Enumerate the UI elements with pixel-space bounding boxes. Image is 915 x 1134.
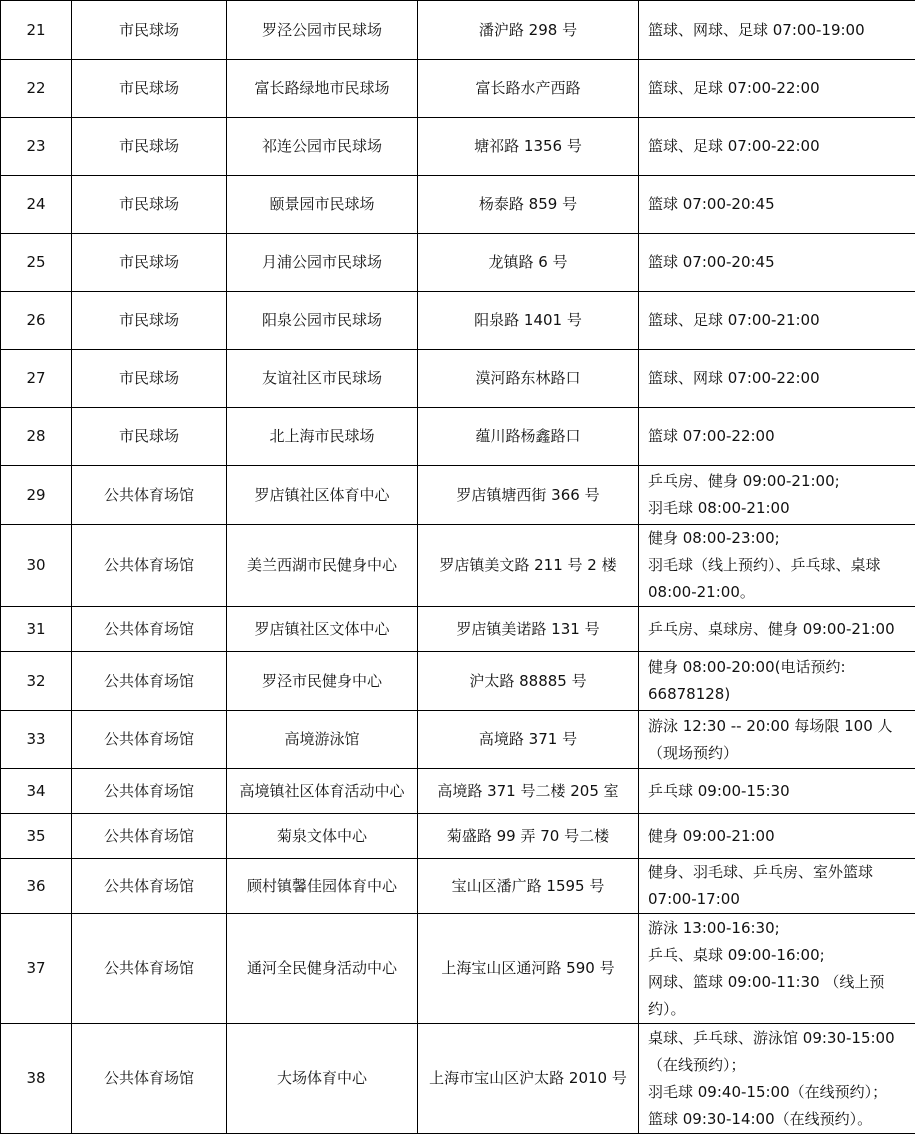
venue-type-cell: 公共体育场馆: [72, 1024, 227, 1134]
hours-cell: [639, 176, 915, 234]
venue-name-cell: 通河全民健身活动中心: [227, 914, 418, 1024]
hours-line: 游泳 13:00-16:30;: [648, 915, 909, 942]
venue-name-cell: 富长路绿地市民球场: [227, 60, 418, 118]
row-number-cell: 23: [1, 118, 72, 176]
hours-line: 健身、羽毛球、乒乓房、室外篮球: [648, 859, 909, 886]
row-number-cell: 32: [1, 652, 72, 711]
venue-type-cell: 市民球场: [72, 234, 227, 292]
row-number-cell: 36: [1, 859, 72, 914]
table-row: [1, 408, 915, 466]
table-row: [1, 60, 915, 118]
venue-name-cell: 顾村镇馨佳园体育中心: [227, 859, 418, 914]
hours-cell: [639, 292, 915, 350]
address-cell: 宝山区潘广路 1595 号: [418, 859, 639, 914]
hours-line: 健身 08:00-23:00;: [648, 525, 909, 552]
hours-cell: [639, 859, 915, 914]
hours-line: 篮球、足球 07:00-21:00: [648, 307, 909, 334]
hours-line: 游泳 12:30 -- 20:00 每场限 100 人: [648, 713, 909, 740]
table-row: [1, 652, 915, 711]
hours-line: 羽毛球 08:00-21:00: [648, 495, 909, 522]
table-row: [1, 466, 915, 525]
row-number-cell: 29: [1, 466, 72, 525]
hours-line: 66878128): [648, 681, 909, 708]
table-row: [1, 711, 915, 769]
table-row: [1, 234, 915, 292]
venue-type-cell: 公共体育场馆: [72, 466, 227, 525]
table-row: [1, 1024, 915, 1134]
hours-line: 乒乓、桌球 09:00-16:00;: [648, 942, 909, 969]
address-cell: 沪太路 88885 号: [418, 652, 639, 711]
hours-cell: [639, 60, 915, 118]
venue-name-cell: 北上海市民球场: [227, 408, 418, 466]
address-cell: 蕴川路杨鑫路口: [418, 408, 639, 466]
venue-name-cell: 祁连公园市民球场: [227, 118, 418, 176]
table-row: [1, 350, 915, 408]
table-row: [1, 118, 915, 176]
address-cell: 塘祁路 1356 号: [418, 118, 639, 176]
row-number-cell: 31: [1, 607, 72, 652]
venue-type-cell: 公共体育场馆: [72, 711, 227, 769]
venue-type-cell: 市民球场: [72, 118, 227, 176]
venue-type-cell: 公共体育场馆: [72, 814, 227, 859]
row-number-cell: 27: [1, 350, 72, 408]
hours-line: 07:00-17:00: [648, 886, 909, 913]
address-cell: 菊盛路 99 弄 70 号二楼: [418, 814, 639, 859]
table-row: [1, 769, 915, 814]
address-cell: 上海宝山区通河路 590 号: [418, 914, 639, 1024]
address-cell: 罗店镇美诺路 131 号: [418, 607, 639, 652]
address-cell: 高境路 371 号: [418, 711, 639, 769]
venue-type-cell: 市民球场: [72, 408, 227, 466]
hours-line: 篮球、网球 07:00-22:00: [648, 365, 909, 392]
hours-cell: [639, 914, 915, 1024]
venue-type-cell: 市民球场: [72, 1, 227, 60]
address-cell: 阳泉路 1401 号: [418, 292, 639, 350]
row-number-cell: 34: [1, 769, 72, 814]
venue-name-cell: 菊泉文体中心: [227, 814, 418, 859]
hours-cell: [639, 350, 915, 408]
venue-type-cell: 市民球场: [72, 60, 227, 118]
hours-line: 篮球、足球 07:00-22:00: [648, 75, 909, 102]
hours-line: 乒乓房、健身 09:00-21:00;: [648, 468, 909, 495]
hours-cell: [639, 652, 915, 711]
hours-line: 网球、篮球 09:00-11:30 （线上预: [648, 969, 909, 996]
hours-line: 08:00-21:00。: [648, 579, 909, 606]
hours-line: 羽毛球（线上预约）、乒乓球、桌球: [648, 552, 909, 579]
hours-cell: [639, 525, 915, 607]
hours-line: 乒乓球 09:00-15:30: [648, 778, 909, 805]
row-number-cell: 25: [1, 234, 72, 292]
hours-line: 桌球、乒乓球、游泳馆 09:30-15:00: [648, 1025, 909, 1052]
table-row: [1, 859, 915, 914]
venue-name-cell: 月浦公园市民球场: [227, 234, 418, 292]
venue-name-cell: 罗泾公园市民球场: [227, 1, 418, 60]
hours-line: （在线预约）；: [648, 1052, 909, 1079]
hours-line: 篮球 07:00-20:45: [648, 191, 909, 218]
venue-table-body: [1, 1, 915, 1134]
hours-line: 健身 09:00-21:00: [648, 823, 909, 850]
hours-cell: [639, 814, 915, 859]
hours-cell: [639, 1, 915, 60]
hours-cell: [639, 607, 915, 652]
hours-cell: [639, 466, 915, 525]
row-number-cell: 33: [1, 711, 72, 769]
hours-line: 篮球、足球 07:00-22:00: [648, 133, 909, 160]
hours-line: 健身 08:00-20:00(电话预约:: [648, 654, 909, 681]
venue-name-cell: 大场体育中心: [227, 1024, 418, 1134]
row-number-cell: 21: [1, 1, 72, 60]
venue-name-cell: 友谊社区市民球场: [227, 350, 418, 408]
row-number-cell: 28: [1, 408, 72, 466]
hours-line: （现场预约）: [648, 740, 909, 767]
table-row: [1, 914, 915, 1024]
table-row: [1, 525, 915, 607]
hours-line: 篮球 09:30-14:00（在线预约）。: [648, 1106, 909, 1133]
address-cell: 潘沪路 298 号: [418, 1, 639, 60]
venue-type-cell: 公共体育场馆: [72, 914, 227, 1024]
venue-name-cell: 罗泾市民健身中心: [227, 652, 418, 711]
venue-type-cell: 公共体育场馆: [72, 607, 227, 652]
hours-cell: [639, 408, 915, 466]
address-cell: 龙镇路 6 号: [418, 234, 639, 292]
venue-name-cell: 美兰西湖市民健身中心: [227, 525, 418, 607]
venue-type-cell: 公共体育场馆: [72, 525, 227, 607]
venue-name-cell: 罗店镇社区文体中心: [227, 607, 418, 652]
hours-cell: [639, 234, 915, 292]
hours-cell: [639, 769, 915, 814]
hours-cell: [639, 118, 915, 176]
row-number-cell: 22: [1, 60, 72, 118]
table-row: [1, 607, 915, 652]
address-cell: 罗店镇美文路 211 号 2 楼: [418, 525, 639, 607]
venue-type-cell: 市民球场: [72, 176, 227, 234]
hours-cell: [639, 1024, 915, 1134]
address-cell: 漠河路东林路口: [418, 350, 639, 408]
row-number-cell: 24: [1, 176, 72, 234]
venue-name-cell: 高境镇社区体育活动中心: [227, 769, 418, 814]
venue-type-cell: 公共体育场馆: [72, 859, 227, 914]
venue-name-cell: 颐景园市民球场: [227, 176, 418, 234]
hours-line: 篮球、网球、足球 07:00-19:00: [648, 17, 909, 44]
hours-line: 篮球 07:00-22:00: [648, 423, 909, 450]
venue-name-cell: 高境游泳馆: [227, 711, 418, 769]
row-number-cell: 30: [1, 525, 72, 607]
hours-line: 约）。: [648, 996, 909, 1023]
hours-line: 篮球 07:00-20:45: [648, 249, 909, 276]
hours-line: 羽毛球 09:40-15:00（在线预约）；: [648, 1079, 909, 1106]
row-number-cell: 37: [1, 914, 72, 1024]
table-row: [1, 292, 915, 350]
address-cell: 高境路 371 号二楼 205 室: [418, 769, 639, 814]
row-number-cell: 35: [1, 814, 72, 859]
venue-name-cell: 罗店镇社区体育中心: [227, 466, 418, 525]
address-cell: 罗店镇塘西街 366 号: [418, 466, 639, 525]
address-cell: 上海市宝山区沪太路 2010 号: [418, 1024, 639, 1134]
hours-line: 乒乓房、桌球房、健身 09:00-21:00: [648, 616, 909, 643]
table-row: [1, 814, 915, 859]
row-number-cell: 38: [1, 1024, 72, 1134]
table-row: [1, 176, 915, 234]
venue-type-cell: 公共体育场馆: [72, 652, 227, 711]
address-cell: 杨泰路 859 号: [418, 176, 639, 234]
address-cell: 富长路水产西路: [418, 60, 639, 118]
hours-cell: [639, 711, 915, 769]
venue-type-cell: 市民球场: [72, 350, 227, 408]
row-number-cell: 26: [1, 292, 72, 350]
venue-type-cell: 公共体育场馆: [72, 769, 227, 814]
table-row: [1, 1, 915, 60]
venue-name-cell: 阳泉公园市民球场: [227, 292, 418, 350]
venue-type-cell: 市民球场: [72, 292, 227, 350]
